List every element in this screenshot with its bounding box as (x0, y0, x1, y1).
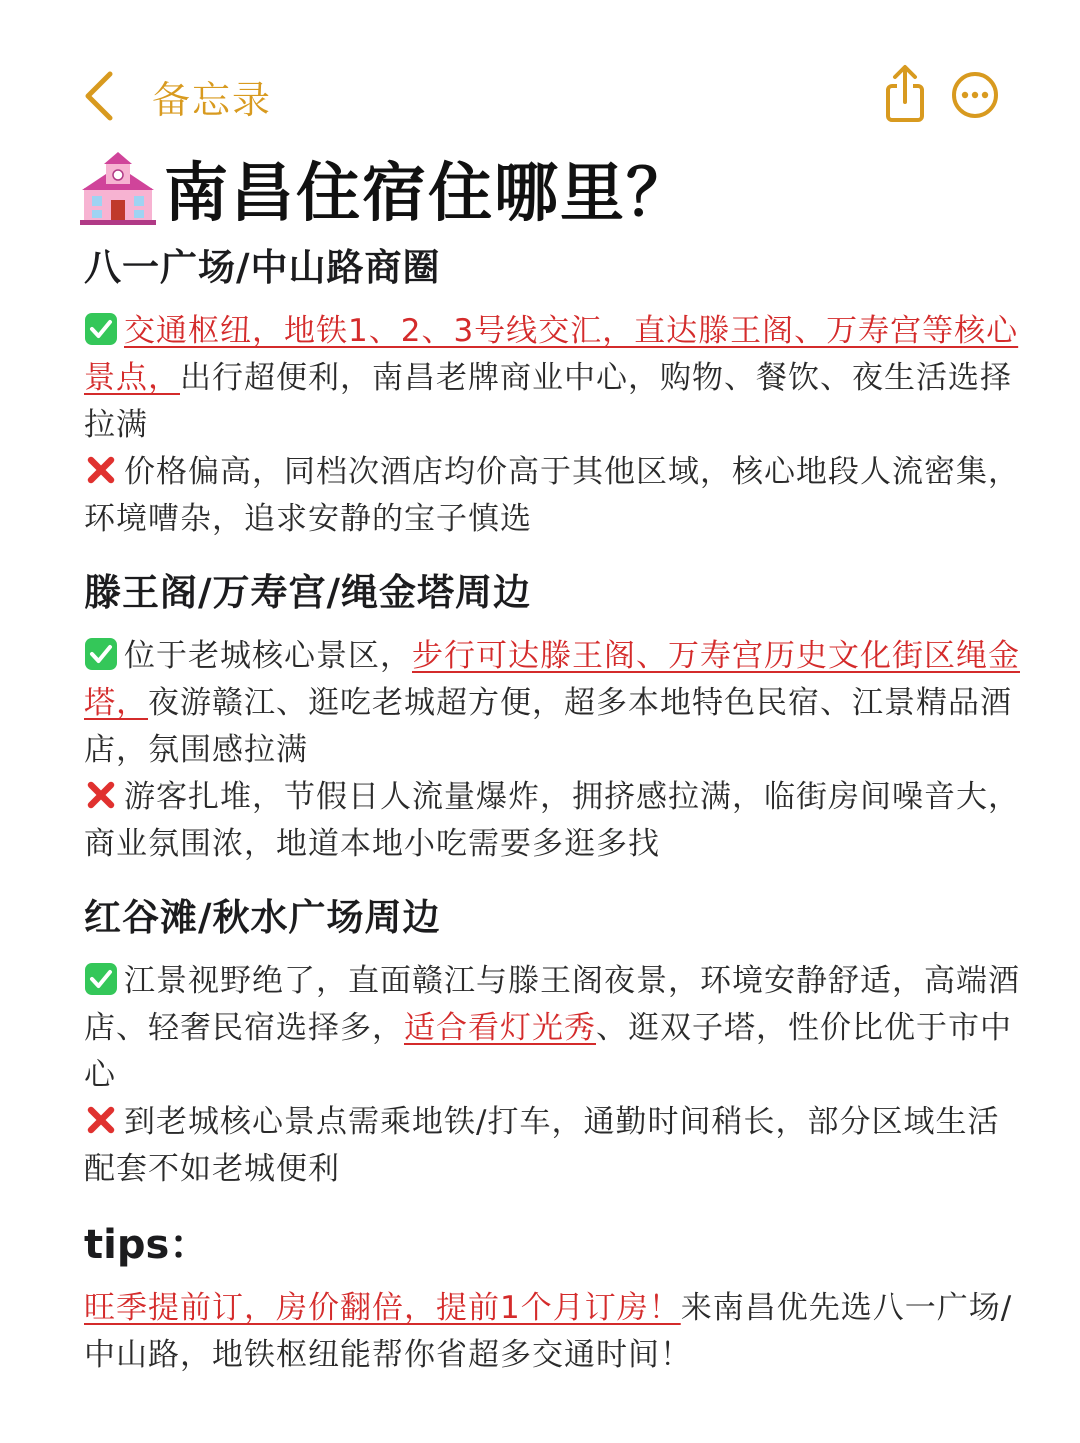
body-text: 夜游赣江、逛吃老城超方便，超多本地特色民宿、江景精品酒店，氛围感拉满 (84, 685, 1012, 768)
share-icon[interactable] (880, 64, 930, 124)
cross-icon (84, 1103, 118, 1137)
highlight-text: 交通枢纽，地铁1、2、3号线交汇，直达滕王阁、万寿宫等核心景点， (84, 313, 1019, 396)
body-text: 出行超便利，南昌老牌商业中心，购物、餐饮、夜生活选择拉满 (84, 360, 1012, 443)
tips-heading: tips： (84, 1222, 210, 1268)
cross-icon (84, 453, 118, 487)
body-text: 游客扎堆，节假日人流量爆炸，拥挤感拉满，临街房间噪音大，商业氛围浓，地道本地小吃需要多逛多找 (84, 779, 1020, 862)
cross-icon (84, 778, 118, 812)
body-text: 位于老城核心景区， (124, 638, 412, 674)
pro-paragraph (84, 958, 1020, 1099)
section-heading: 八一广场/中山路商圈 (84, 246, 441, 289)
back-button[interactable] (80, 66, 272, 126)
body-text: 来南昌优先选八一广场/中山路，地铁枢纽能帮你省超多交通时间！ (84, 1290, 1013, 1373)
body-text: 、逛双子塔，性价比优于市中心 (84, 1010, 1012, 1093)
highlight-text: 步行可达滕王阁、万寿宫历史文化街区绳金塔， (84, 638, 1020, 721)
section-tengwangge (84, 569, 1020, 868)
highlight-text: 适合看灯光秀 (404, 1010, 596, 1046)
chevron-left-icon (80, 66, 136, 126)
con-paragraph (84, 449, 1020, 543)
section-heading: 红谷滩/秋水广场周边 (84, 896, 441, 939)
title-row (78, 142, 692, 234)
body-text: 江景视野绝了，直面赣江与滕王阁夜景，环境安静舒适，高端酒店、轻奢民宿选择多， (84, 963, 1020, 1046)
ellipsis-circle-icon[interactable] (950, 70, 1000, 120)
back-label: 备忘录 (152, 77, 273, 122)
check-icon (84, 637, 118, 671)
con-paragraph (84, 1099, 1020, 1193)
page-title: 南昌住宿住哪里？ (164, 157, 692, 231)
con-paragraph (84, 774, 1020, 868)
pro-paragraph (84, 308, 1020, 449)
check-icon (84, 962, 118, 996)
section-honggutan (84, 894, 1020, 1193)
section-bayi (84, 244, 1020, 543)
check-icon (84, 312, 118, 346)
nav-bar (0, 60, 1080, 130)
tips-paragraph (84, 1285, 1020, 1379)
tips-section (84, 1219, 1020, 1379)
note-body (84, 244, 1020, 1405)
pro-paragraph (84, 633, 1020, 774)
house-emoji-icon (78, 148, 158, 228)
highlight-text: 旺季提前订，房价翻倍，提前1个月订房！ (84, 1290, 681, 1326)
body-text: 到老城核心景点需乘地铁/打车，通勤时间稍长，部分区域生活配套不如老城便利 (84, 1104, 1000, 1187)
section-heading: 滕王阁/万寿宫/绳金塔周边 (84, 571, 532, 614)
body-text: 价格偏高，同档次酒店均价高于其他区域，核心地段人流密集，环境嘈杂，追求安静的宝子慎选 (84, 454, 1020, 537)
